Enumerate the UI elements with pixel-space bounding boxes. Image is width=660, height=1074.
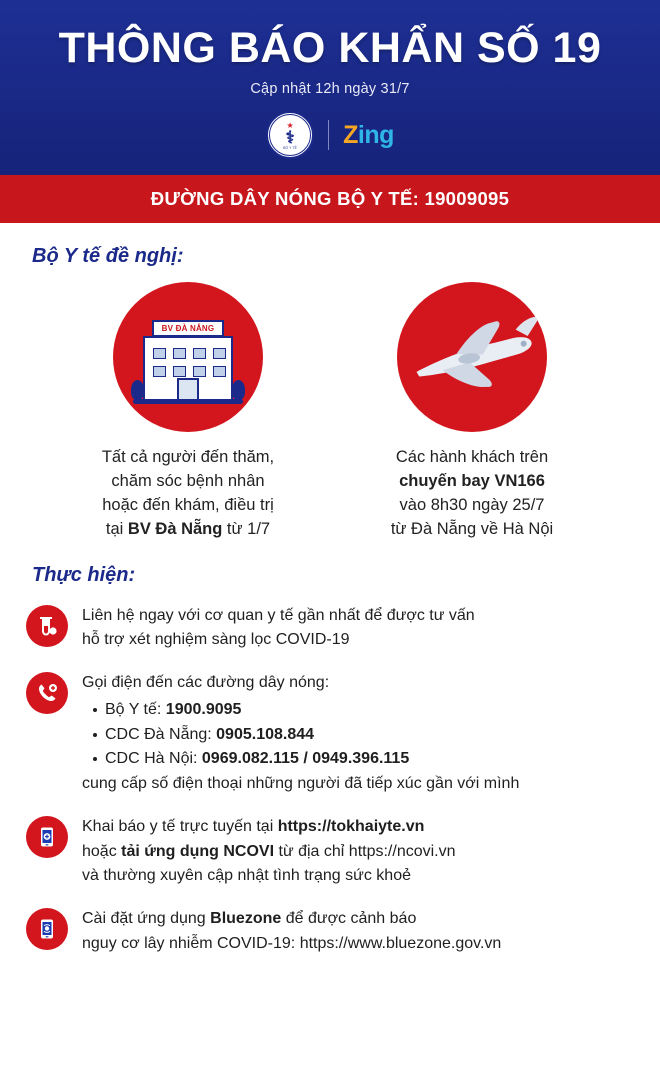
caption-line: hoặc đến khám, điều trị	[102, 495, 274, 514]
caption-date: từ 1/7	[222, 519, 271, 538]
hospital-illustration	[129, 314, 247, 406]
request-section-title: Bộ Y tế đề nghị:	[32, 245, 184, 268]
action-line: và thường xuyên cập nhật tình trạng sức khoẻ	[82, 867, 411, 885]
hospital-window	[193, 366, 206, 377]
bluezone-app-name: Bluezone	[210, 910, 282, 928]
ministry-of-health-logo-label: BỘ Y TẾ	[283, 146, 297, 151]
header-banner	[0, 0, 660, 175]
caption-text: tại	[105, 519, 128, 538]
content-area	[0, 223, 660, 984]
ministry-of-health-logo	[266, 111, 314, 159]
hospital-door	[177, 378, 199, 400]
actions-section-title: Thực hiện:	[32, 563, 136, 586]
action-step-text	[82, 670, 519, 796]
action-step	[26, 906, 634, 956]
app-url: từ địa chỉ https://ncovi.vn	[274, 842, 456, 860]
caption-line: chăm sóc bệnh nhân	[111, 472, 265, 491]
hotline-label: CDC Đà Nẵng:	[105, 725, 217, 743]
blood-test-tube-icon	[26, 605, 68, 647]
caption-line: Các hành khách trên	[395, 448, 549, 467]
action-step	[26, 814, 634, 888]
request-item-hospital	[72, 282, 304, 542]
hotline-bullet	[92, 747, 519, 772]
hospital-window	[173, 348, 186, 359]
action-line	[82, 907, 501, 931]
airplane-illustration	[397, 310, 547, 404]
hospital-window	[193, 348, 206, 359]
action-line: hỗ trợ xét nghiệm sàng lọc COVID-19	[82, 631, 350, 649]
phone-call-icon	[26, 672, 68, 714]
airplane-icon	[397, 282, 547, 432]
zing-logo	[343, 121, 394, 150]
hotline-bullet	[92, 698, 519, 723]
bluezone-text: Cài đặt ứng dụng	[82, 910, 211, 928]
logo-divider	[328, 120, 329, 150]
hotline-label: Bộ Y tế:	[105, 700, 166, 718]
hotline-number: 1900.9095	[165, 700, 242, 718]
action-step-text	[82, 814, 456, 888]
actions-list	[26, 603, 634, 956]
action-line: Liên hệ ngay với cơ quan y tế gần nhất để được tư vấn	[82, 606, 475, 624]
action-line: nguy cơ lây nhiễm COVID-19: https://www.bluezone.gov.vn	[82, 934, 502, 952]
tree-icon	[232, 380, 245, 400]
mobile-health-declaration-icon	[26, 816, 68, 858]
action-line	[82, 815, 456, 839]
hospital-sign: BV ĐÀ NẴNG	[152, 320, 224, 337]
action-line: cung cấp số điện thoại những người đã tiếp xúc gần với mình	[82, 775, 520, 793]
hotline-bullets	[92, 698, 519, 772]
caption-line: Tất cả người đến thăm,	[101, 448, 275, 467]
hospital-icon	[113, 282, 263, 432]
request-illustrations	[26, 282, 634, 542]
hospital-window	[173, 366, 186, 377]
hospital-window	[213, 366, 226, 377]
star-icon: ★	[286, 121, 294, 131]
app-text: hoặc	[82, 842, 122, 860]
action-step	[26, 670, 634, 796]
hotline-number: 0905.108.844	[216, 725, 315, 743]
hotline-bullet	[92, 723, 519, 748]
hospital-window	[153, 366, 166, 377]
tree-icon	[131, 380, 144, 400]
action-line	[82, 840, 456, 864]
declaration-url: https://tokhaiyte.vn	[277, 818, 425, 836]
caption-hospital-name: BV Đà Nẵng	[127, 519, 223, 538]
bluezone-app-icon	[26, 908, 68, 950]
action-line: Gọi điện đến các đường dây nóng:	[82, 674, 330, 692]
hotline-number: 0969.082.115 / 0949.396.115	[201, 750, 410, 768]
update-timestamp: Cập nhật 12h ngày 31/7	[250, 81, 410, 98]
caption-line	[72, 518, 304, 542]
caption-line: từ Đà Nẵng về Hà Nội	[390, 519, 554, 538]
hospital-window	[153, 348, 166, 359]
hospital-caption	[72, 446, 304, 542]
bluezone-text-tail: để được cảnh báo	[281, 910, 417, 928]
caption-flight-number: chuyến bay VN166	[399, 472, 545, 491]
hotline-label: CDC Hà Nội:	[105, 750, 202, 768]
zing-logo-text: Zing	[343, 120, 394, 149]
ministry-of-health-logo-inner	[269, 114, 311, 156]
action-step	[26, 603, 634, 653]
declaration-text: Khai báo y tế trực tuyến tại	[82, 818, 278, 836]
hospital-window	[213, 348, 226, 359]
action-step-text	[82, 603, 475, 653]
caption-line: vào 8h30 ngày 25/7	[399, 495, 545, 514]
page-title: THÔNG BÁO KHẨN SỐ 19	[58, 24, 602, 72]
hotline-bar: ĐƯỜNG DÂY NÓNG BỘ Y TẾ: 19009095	[0, 175, 660, 223]
app-name: tải ứng dụng NCOVI	[121, 842, 275, 860]
hospital-ground	[133, 399, 243, 404]
hospital-building	[143, 336, 233, 402]
asclepius-icon: ⚕	[285, 128, 295, 148]
request-item-flight	[356, 282, 588, 542]
action-step-text	[82, 906, 501, 956]
flight-caption	[356, 446, 588, 542]
logo-row	[20, 111, 640, 159]
